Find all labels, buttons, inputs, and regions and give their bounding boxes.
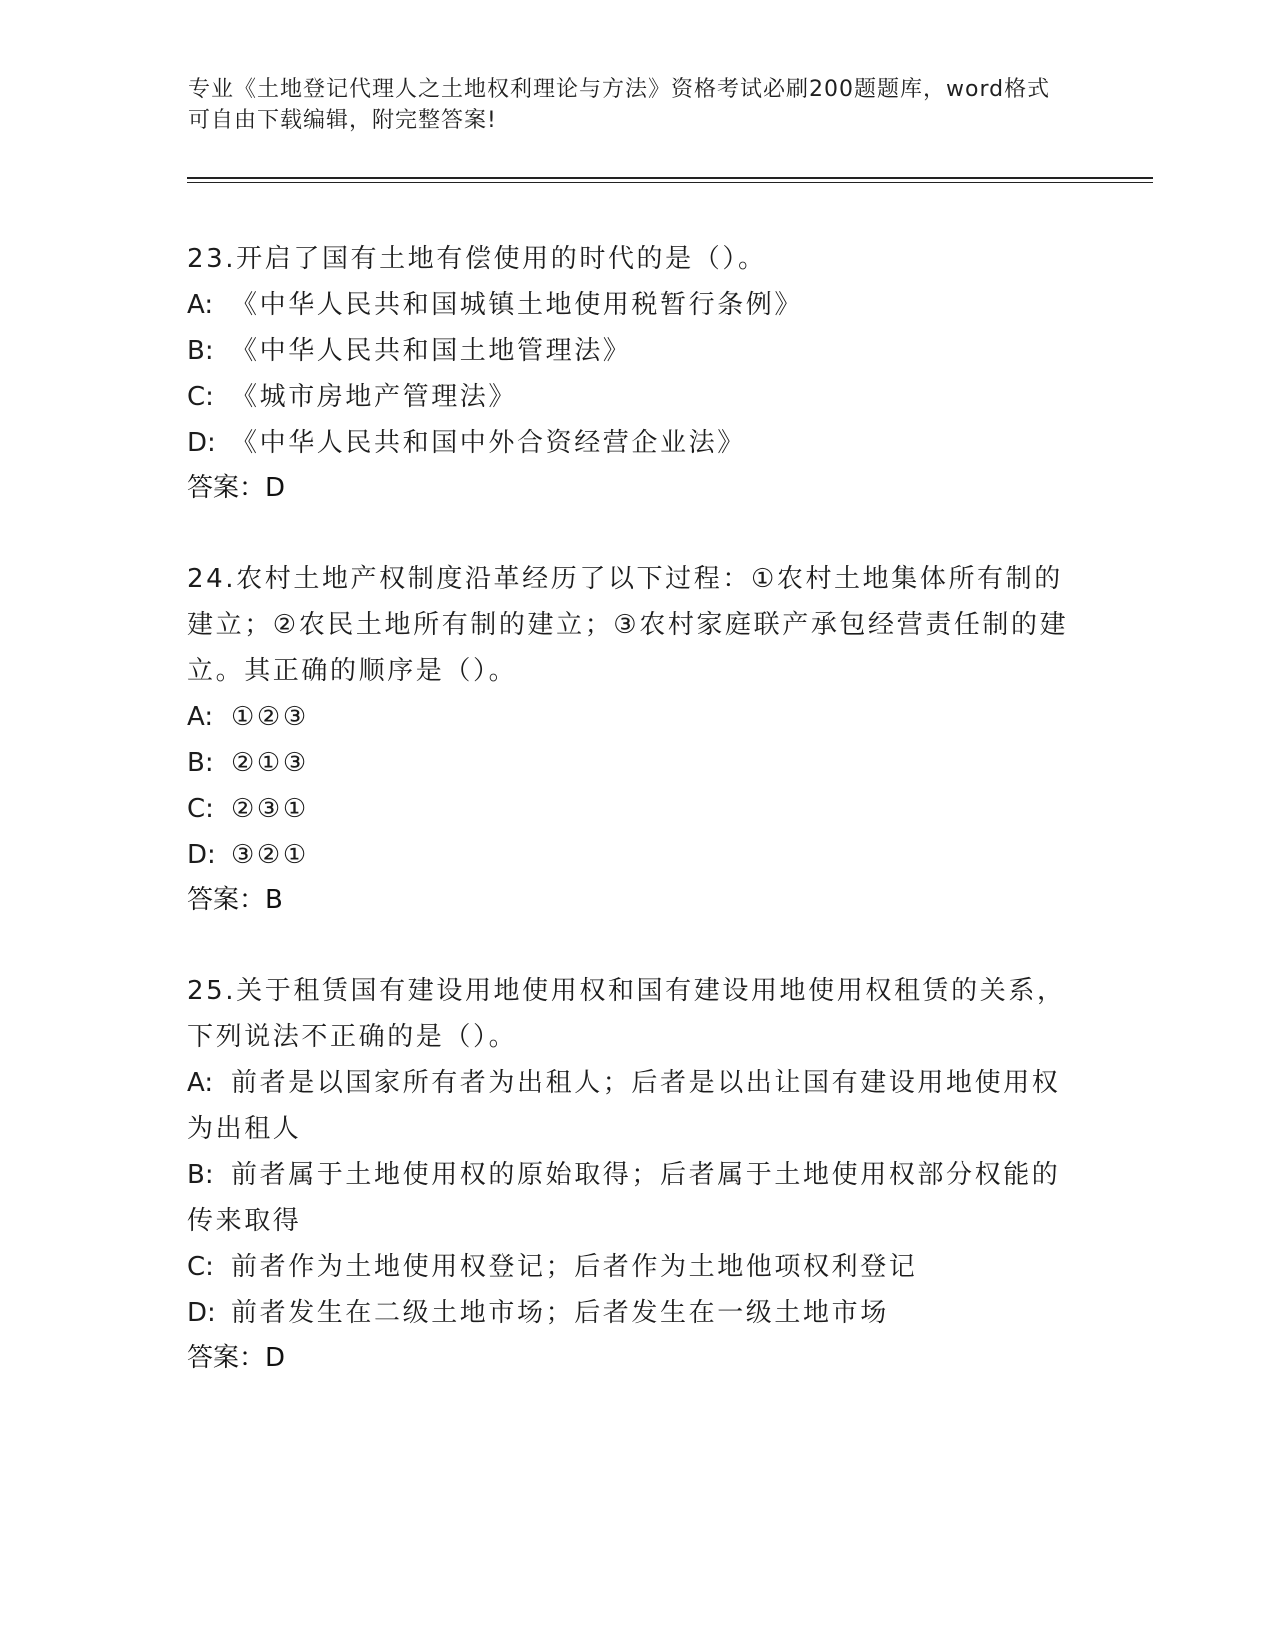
option-text: 《中华人民共和国中外合资经营企业法》: [231, 428, 746, 458]
answer-option: [187, 328, 1087, 374]
question-stem: 23.开启了国有土地有偿使用的时代的是（）。: [187, 244, 767, 274]
option-text: ②③①: [231, 794, 309, 824]
question-item: [187, 556, 1087, 922]
option-key: D:: [187, 840, 216, 870]
option-text: ①②③: [231, 702, 309, 732]
answer-option: [187, 740, 1087, 786]
answer-option: [187, 694, 1087, 740]
question-stem: 24.农村土地产权制度沿革经历了以下过程：①农村土地集体所有制的建立；②农民土地所有制的建立；③农村家庭联产承包经营责任制的建立。其正确的顺序是（）。: [187, 564, 1069, 686]
answer-option: [187, 374, 1087, 420]
answer-line: 答案：B: [187, 885, 283, 915]
option-key: B:: [187, 336, 214, 366]
question-item: [187, 968, 1087, 1380]
answer-option: [187, 282, 1087, 328]
option-key: C:: [187, 382, 214, 412]
option-text: 前者作为土地使用权登记；后者作为土地他项权利登记: [231, 1252, 918, 1282]
answer-line: 答案：D: [187, 473, 286, 503]
option-key: B:: [187, 748, 214, 778]
answer-option: [187, 420, 1087, 466]
option-key: D:: [187, 428, 216, 458]
answer-option: [187, 1290, 1087, 1336]
option-text: 《城市房地产管理法》: [231, 382, 518, 412]
option-key: D:: [187, 1298, 216, 1328]
answer-line: 答案：D: [187, 1343, 286, 1373]
option-text: 《中华人民共和国土地管理法》: [231, 336, 632, 366]
option-key: C:: [187, 1252, 214, 1282]
option-text: 前者属于土地使用权的原始取得；后者属于土地使用权部分权能的传来取得: [187, 1160, 1061, 1236]
option-key: A:: [187, 290, 214, 320]
document-header-title: 专业《土地登记代理人之土地权利理论与方法》资格考试必刷200题题库，word格式可自由下载编辑，附完整答案!: [188, 77, 1051, 133]
option-text: 前者发生在二级土地市场；后者发生在一级土地市场: [231, 1298, 889, 1328]
question-stem: 25.关于租赁国有建设用地使用权和国有建设用地使用权租赁的关系，下列说法不正确的是（）。: [187, 976, 1066, 1052]
option-text: 前者是以国家所有者为出租人；后者是以出让国有建设用地使用权为出租人: [187, 1068, 1061, 1144]
answer-option: [187, 832, 1087, 878]
option-text: 《中华人民共和国城镇土地使用税暂行条例》: [231, 290, 804, 320]
option-key: C:: [187, 794, 214, 824]
option-key: B:: [187, 1160, 214, 1190]
answer-option: [187, 786, 1087, 832]
option-key: A:: [187, 702, 214, 732]
option-key: A:: [187, 1068, 214, 1098]
answer-option: [187, 1060, 1087, 1152]
answer-option: [187, 1152, 1087, 1244]
question-list: [187, 236, 1087, 1426]
option-text: ②①③: [231, 748, 309, 778]
answer-option: [187, 1244, 1087, 1290]
question-item: [187, 236, 1087, 510]
option-text: ③②①: [231, 840, 309, 870]
header-divider: [187, 177, 1153, 183]
